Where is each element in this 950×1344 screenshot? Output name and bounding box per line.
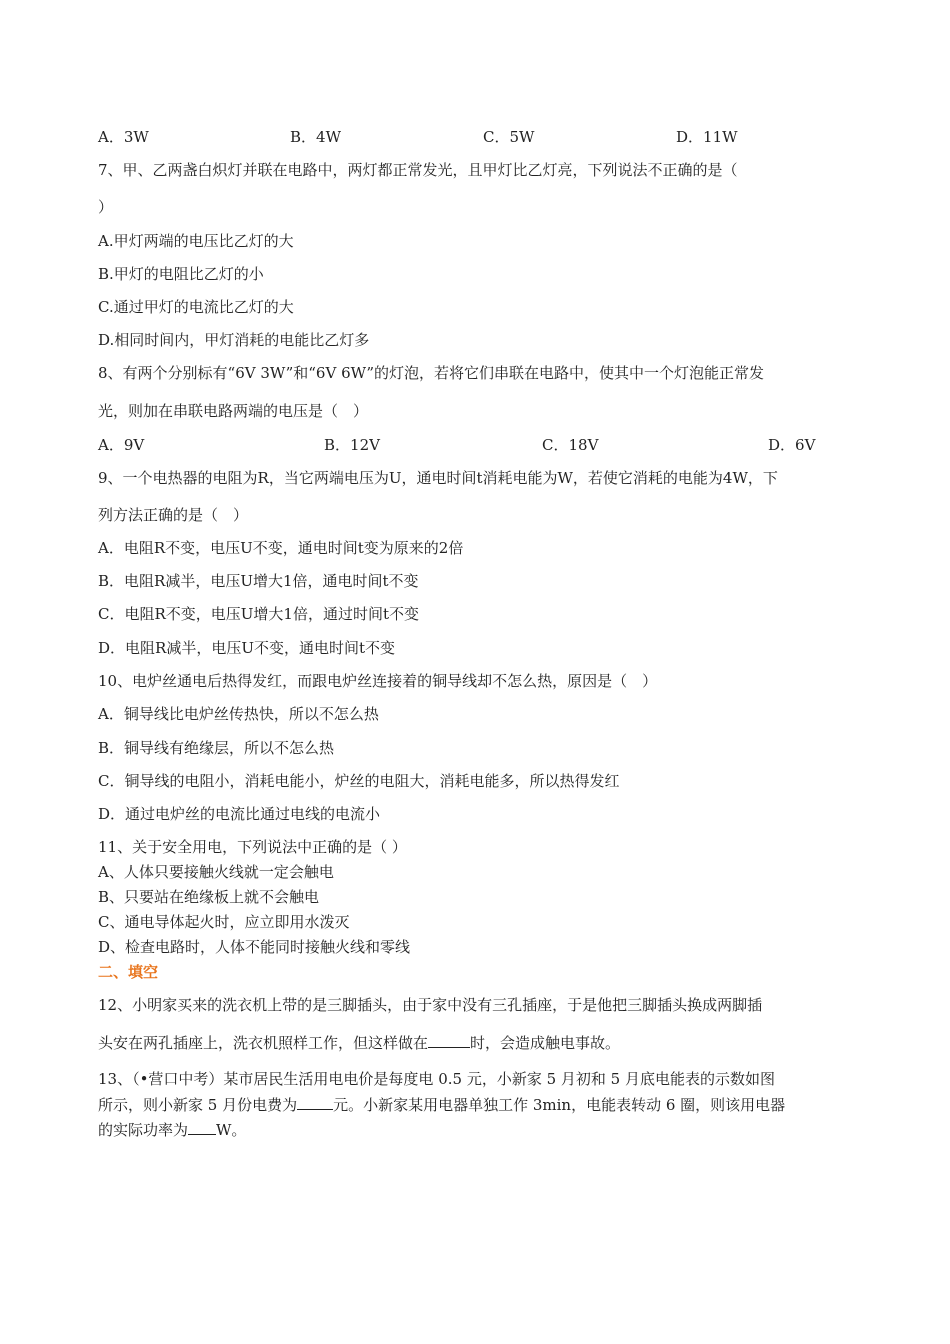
q10-option-c: C．铜导线的电阻小，消耗电能小，炉丝的电阻大，消耗电能多，所以热得发红 [98,772,620,790]
section-heading-fill-blank: 二、填空 [98,963,159,981]
q12-line2-before-blank: 头安在两孔插座上，洗衣机照样工作，但这样做在 [98,1034,429,1052]
q8-option-c: C．18V [542,436,599,454]
q13-line1: 13、（•营口中考）某市居民生活用电电价是每度电 0.5 元，小新家 5 月初和 5 月底电能表的示数如图 [98,1070,775,1088]
q6-option-c: C．5W [483,128,535,146]
q8-stem-line2: 光，则加在串联电路两端的电压是（ ） [98,402,369,420]
q7-option-a: A.甲灯两端的电压比乙灯的大 [98,232,294,250]
q12-line2 [98,1032,620,1053]
q9-stem-line1: 9、一个电热器的电阻为R，当它两端电压为U，通电时间t消耗电能为W，若使它消耗的电能为4W，下 [98,469,778,487]
q10-option-d: D．通过电炉丝的电流比通过电线的电流小 [98,805,381,823]
q13-line2-before-blank: 所示，则小新家 5 月份电费为 [98,1096,298,1114]
q8-stem-line1: 8、有两个分别标有“6V 3W”和“6V 6W”的灯泡，若将它们串联在电路中，使其中一个灯泡能正常发 [98,364,764,382]
q9-option-b: B．电阻R减半，电压U增大1倍，通电时间t不变 [98,572,419,590]
q7-option-c: C.通过甲灯的电流比乙灯的大 [98,298,294,316]
q12-line1: 12、小明家买来的洗衣机上带的是三脚插头，由于家中没有三孔插座，于是他把三脚插头换成两脚插 [98,996,763,1014]
q9-stem-line2: 列方法正确的是（ ） [98,506,249,524]
q8-option-a: A．9V [98,436,145,454]
q6-option-d: D．11W [676,128,738,146]
q9-option-d: D．电阻R减半，电压U不变，通电时间t不变 [98,639,395,657]
q12-answer-blank[interactable] [428,1032,470,1048]
q6-option-a: A．3W [98,128,149,146]
q10-option-b: B．铜导线有绝缘层，所以不怎么热 [98,739,335,757]
q11-option-a: A、人体只要接触火线就一定会触电 [98,863,334,881]
q13-fee-blank[interactable] [297,1094,333,1110]
q13-power-blank[interactable] [188,1119,216,1135]
q10-option-a: A．铜导线比电炉丝传热快，所以不怎么热 [98,705,379,723]
q7-option-d: D.相同时间内，甲灯消耗的电能比乙灯多 [98,331,370,349]
q10-stem: 10、电炉丝通电后热得发红，而跟电炉丝连接着的铜导线却不怎么热，原因是（ ） [98,672,658,690]
q7-stem-line2: ） [98,198,114,216]
q11-option-b: B、只要站在绝缘板上就不会触电 [98,888,320,906]
q8-option-d: D．6V [768,436,816,454]
q8-option-b: B．12V [324,436,380,454]
q9-option-c: C．电阻R不变，电压U增大1倍，通过时间t不变 [98,605,419,623]
q7-option-b: B.甲灯的电阻比乙灯的小 [98,265,264,283]
q13-line2 [98,1094,785,1115]
q6-option-b: B．4W [290,128,341,146]
q13-line3-after-blank: W。 [216,1121,247,1139]
q13-line2-after-blank: 元。小新家某用电器单独工作 3min，电能表转动 6 圈，则该用电器 [333,1096,786,1114]
q12-line2-after-blank: 时，会造成触电事故。 [470,1034,621,1052]
q13-line3 [98,1119,246,1140]
q11-option-c: C、通电导体起火时，应立即用水泼灭 [98,913,350,931]
q9-option-a: A．电阻R不变，电压U不变，通电时间t变为原来的2倍 [98,539,464,557]
q11-stem: 11、关于安全用电，下列说法中正确的是（ ） [98,838,407,856]
q7-stem-line1: 7、甲、乙两盏白炽灯并联在电路中，两灯都正常发光，且甲灯比乙灯亮，下列说法不正确的是（ [98,161,738,179]
q11-option-d: D、检查电路时，人体不能同时接触火线和零线 [98,938,411,956]
q13-line3-before-blank: 的实际功率为 [98,1121,189,1139]
